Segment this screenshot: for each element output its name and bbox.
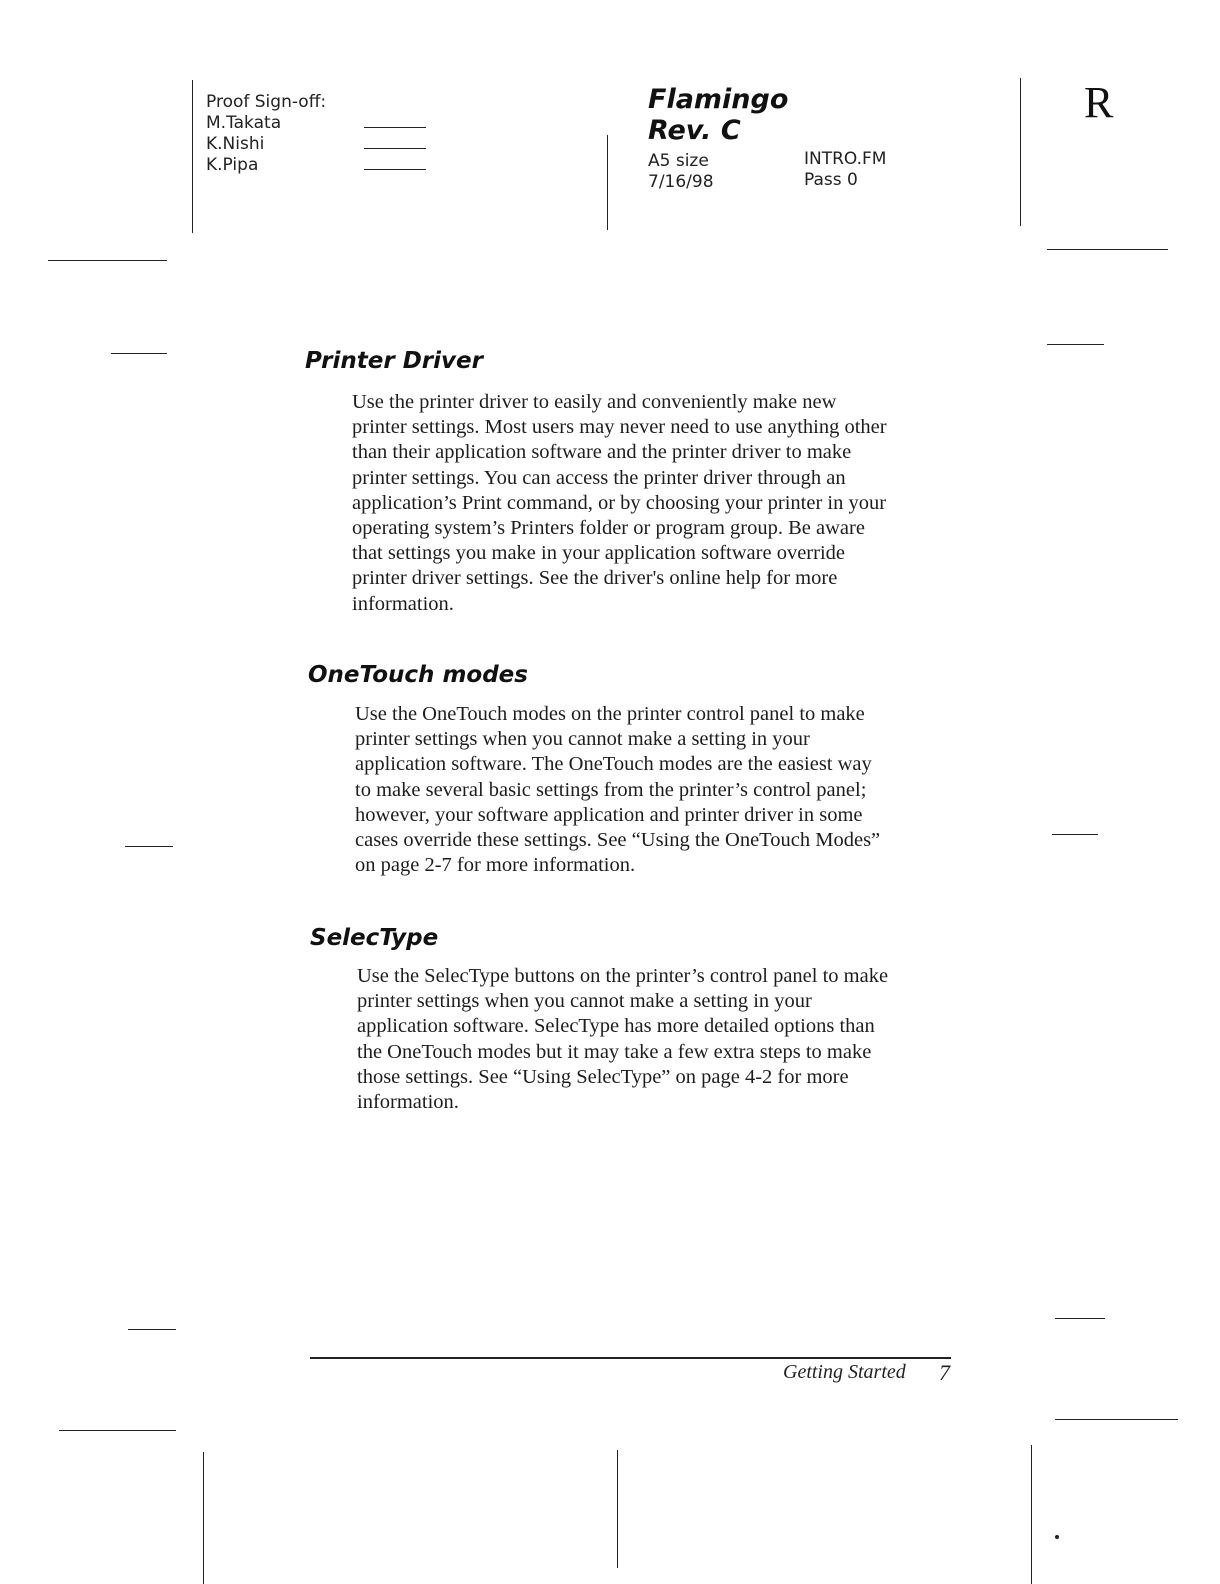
body-line: printer settings when you cannot make a setting in your: [355, 728, 810, 751]
crop-mark-right-4: [1055, 1318, 1105, 1319]
page-size: A5 size: [648, 151, 709, 171]
signoff-name: K.Pipa: [206, 155, 259, 175]
file-name: INTRO.FM: [804, 149, 887, 169]
section-heading-selectype: SelecType: [310, 925, 439, 951]
body-line: those settings. See “Using SelecType” on page 4-2 for more: [357, 1065, 849, 1088]
product-name: Flamingo: [648, 84, 789, 115]
crop-mark-right-1: [1047, 249, 1168, 250]
crop-mark-right-5: [1055, 1419, 1178, 1420]
proof-signoff-block: [206, 92, 326, 176]
body-line: the OneTouch modes but it may take a few extra steps to make: [357, 1040, 872, 1063]
body-line: Use the printer driver to easily and conveniently make new: [352, 391, 837, 413]
body-line: on page 2-7 for more information.: [355, 854, 636, 877]
doc-title-block: [648, 84, 788, 146]
signoff-line: [364, 127, 426, 128]
body-line: than their application software and the printer driver to make: [352, 441, 852, 464]
revision-label: Rev. C: [648, 115, 741, 146]
body-line: information.: [357, 1091, 459, 1114]
signoff-line: [364, 169, 426, 170]
body-line: operating system’s Printers folder or program group. Be aware: [352, 517, 865, 540]
doc-meta-right: [804, 149, 886, 191]
crop-mark-left-3: [125, 846, 173, 847]
crop-mark-right-2: [1047, 344, 1104, 345]
crop-mark-left-4: [128, 1329, 176, 1330]
body-line: application software. The OneTouch modes are the easiest way: [355, 753, 872, 776]
footer-rule: [310, 1357, 951, 1359]
section-body-selectype: [357, 964, 888, 1115]
body-line: Use the SelecType buttons on the printer’s control panel to make: [357, 965, 889, 987]
crop-mark-left-2: [111, 353, 167, 354]
corner-letter: R: [1084, 78, 1114, 127]
footer-page-number: 7: [939, 1360, 950, 1385]
section-heading-printer-driver: Printer Driver: [305, 348, 483, 374]
crop-mark-bottom-right-vertical: [1031, 1445, 1032, 1584]
signoff-name: K.Nishi: [206, 134, 265, 154]
crop-mark-bottom-center-vertical: [617, 1450, 618, 1568]
doc-meta-left: [648, 151, 714, 193]
body-line: information.: [352, 592, 454, 615]
body-line: cases override these settings. See “Using the OneTouch Modes”: [355, 829, 881, 852]
body-line: application software. SelecType has more detailed options than: [357, 1015, 875, 1038]
signoff-title: Proof Sign-off:: [206, 92, 327, 112]
body-line: that settings you make in your application software override: [352, 542, 846, 565]
body-line: Use the OneTouch modes on the printer control panel to make: [355, 703, 865, 725]
crop-mark-top-right-vertical: [1020, 78, 1021, 226]
footer-chapter-title: Getting Started: [783, 1361, 906, 1383]
body-line: printer settings when you cannot make a setting in your: [357, 990, 812, 1013]
registration-dot: [1055, 1535, 1059, 1539]
signoff-name: M.Takata: [206, 113, 282, 133]
crop-mark-left-1: [48, 260, 167, 261]
doc-date: 7/16/98: [648, 172, 714, 192]
crop-mark-left-5: [59, 1430, 176, 1431]
body-line: application’s Print command, or by choosing your printer in your: [352, 491, 887, 514]
body-line: printer driver settings. See the driver's online help for more: [352, 567, 838, 590]
section-body-onetouch-modes: [355, 702, 880, 878]
body-line: to make several basic settings from the printer’s control panel;: [355, 778, 867, 801]
section-body-printer-driver: [352, 390, 887, 617]
body-line: printer settings. You can access the printer driver through an: [352, 466, 846, 489]
body-line: printer settings. Most users may never need to use anything other: [352, 416, 887, 439]
pass-label: Pass 0: [804, 170, 858, 190]
crop-mark-bottom-left-vertical: [203, 1452, 204, 1584]
body-line: however, your software application and printer driver in some: [355, 803, 863, 826]
signoff-line: [364, 148, 426, 149]
section-heading-onetouch-modes: OneTouch modes: [308, 662, 528, 688]
crop-mark-top-left-vertical: [192, 80, 193, 233]
crop-mark-right-3: [1052, 834, 1098, 835]
crop-mark-top-center-vertical: [607, 135, 608, 230]
